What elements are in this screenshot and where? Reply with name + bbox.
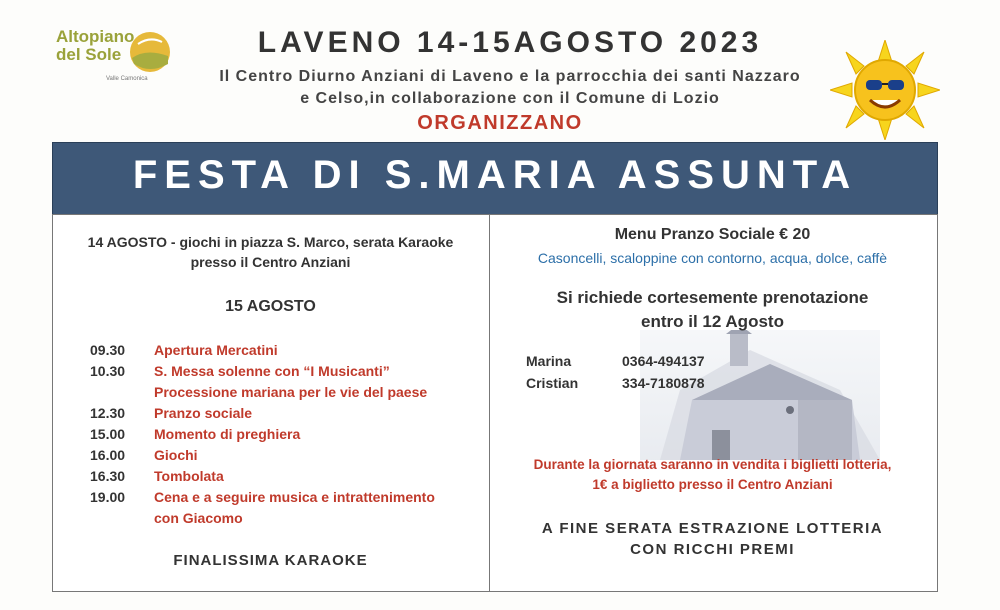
schedule-event: Giochi <box>154 447 198 463</box>
chapel-photo <box>640 330 880 460</box>
smiling-sun-icon <box>830 40 940 140</box>
contact-name: Marina <box>526 353 572 369</box>
intro-line2: e Celso,in collaborazione con il Comune di Lozio <box>300 90 720 107</box>
schedule-time: 19.00 <box>90 489 126 505</box>
contact-name: Cristian <box>526 375 579 391</box>
organizzano-label: ORGANIZZANO <box>417 112 583 134</box>
schedule-event: Tombolata <box>154 468 224 484</box>
lottery-note <box>489 455 936 495</box>
draw-line1: A FINE SERATA ESTRAZIONE LOTTERIA <box>541 520 884 537</box>
page-title: LAVENO 14-15AGOSTO 2023 <box>257 26 763 59</box>
reservation-line2: entro il 12 Agosto <box>641 312 784 331</box>
finalissima-karaoke: FINALISSIMA KARAOKE <box>173 552 368 569</box>
schedule-event: Momento di preghiera <box>154 426 301 442</box>
aug15-title: 15 AGOSTO <box>225 298 316 315</box>
menu-items: Casoncelli, scaloppine con contorno, acqua, dolce, caffè <box>537 250 888 266</box>
schedule-event: Pranzo sociale <box>154 405 253 421</box>
aug14-line2: presso il Centro Anziani <box>190 254 351 270</box>
logo-line2: del Sole <box>56 45 122 64</box>
reservation-note <box>489 286 936 334</box>
schedule-event: Cena e a seguire musica e intrattenimento <box>154 489 435 505</box>
menu-title: Menu Pranzo Sociale € 20 <box>614 226 811 243</box>
schedule-time: 09.30 <box>90 342 126 358</box>
schedule-time: 15.00 <box>90 426 126 442</box>
sun-logo-icon <box>128 30 172 74</box>
schedule-event: con Giacomo <box>154 510 243 526</box>
draw-line2: CON RICCHI PREMI <box>630 541 795 558</box>
event-banner <box>52 142 938 216</box>
lottery-line2: 1€ a biglietto presso il Centro Anziani <box>592 477 833 492</box>
lottery-line1: Durante la giornata saranno in vendita i biglietti lotteria, <box>533 457 892 472</box>
aug14-line1: 14 AGOSTO - giochi in piazza S. Marco, serata Karaoke <box>87 234 454 250</box>
reservation-line1: Si richiede cortesemente prenotazione <box>556 288 869 307</box>
schedule-event: Apertura Mercatini <box>154 342 278 358</box>
altopiano-logo <box>50 26 180 82</box>
schedule-event: Processione mariana per le vie del paese <box>154 384 428 400</box>
contact-phone: 334-7180878 <box>622 375 705 391</box>
logo-sub: Valle Camonica <box>106 76 148 82</box>
logo-line1: Altopiano <box>56 27 135 46</box>
intro-line1: Il Centro Diurno Anziani di Laveno e la parrocchia dei santi Nazzaro <box>219 68 801 85</box>
contact-phone: 0364-494137 <box>622 353 705 369</box>
intro-text <box>180 66 840 110</box>
lottery-draw <box>489 518 936 560</box>
schedule-event: S. Messa solenne con “I Musicanti” <box>154 363 390 379</box>
aug14-info <box>52 232 489 272</box>
schedule-time: 10.30 <box>90 363 126 379</box>
banner-title: FESTA DI S.MARIA ASSUNTA <box>132 153 858 197</box>
schedule-time: 16.00 <box>90 447 126 463</box>
schedule-time: 12.30 <box>90 405 126 421</box>
schedule-time: 16.30 <box>90 468 126 484</box>
